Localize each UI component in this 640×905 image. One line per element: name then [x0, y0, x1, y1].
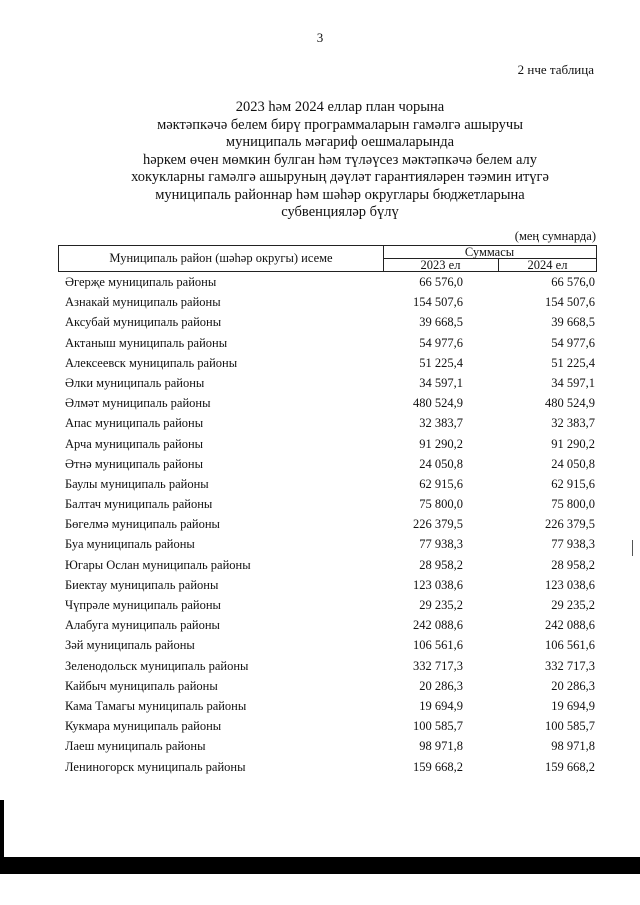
title-line: субвенцияләр бүлү	[281, 204, 399, 220]
district-name: Кайбыч муниципаль районы	[65, 678, 218, 693]
value-2024: 29 235,2	[551, 598, 595, 612]
value-2023: 106 561,6	[413, 638, 463, 653]
district-name: Буа муниципаль районы	[65, 537, 195, 552]
table-row	[0, 477, 640, 497]
value-2023: 62 915,6	[419, 476, 463, 491]
table-row	[0, 295, 640, 315]
title-line: һәркем өчен мөмкин булган һәм түләүсез мәктәпкәчә белем алу	[143, 151, 537, 168]
scan-mark	[632, 540, 633, 556]
district-name: Алексеевск муниципаль районы	[65, 355, 238, 370]
header-year-2023: 2023 ел	[383, 259, 499, 271]
value-2024: 75 800,0	[551, 497, 595, 512]
table-row	[0, 517, 640, 537]
value-2023: 66 576,0	[419, 275, 463, 289]
district-name: Балтач муниципаль районы	[65, 497, 213, 512]
value-2023: 226 379,5	[413, 517, 463, 532]
table-row	[0, 638, 640, 658]
table-body	[0, 275, 640, 780]
table-row	[0, 396, 640, 416]
value-2024: 19 694,9	[551, 698, 595, 713]
value-2024: 98 971,8	[551, 739, 595, 754]
value-2024: 159 668,2	[545, 759, 595, 774]
value-2024: 20 286,3	[551, 678, 595, 693]
value-2024: 226 379,5	[545, 517, 595, 532]
value-2024: 32 383,7	[551, 416, 595, 431]
district-name: Югары Ослан муниципаль районы	[65, 557, 251, 572]
value-2024: 242 088,6	[545, 618, 595, 633]
district-name: Апас муниципаль районы	[65, 416, 204, 431]
district-name: Зәй муниципаль районы	[65, 638, 195, 653]
value-2023: 159 668,2	[413, 759, 463, 774]
table-header	[58, 245, 597, 272]
value-2024: 39 668,5	[551, 315, 595, 330]
title-line: муниципаль районнар һәм шәһәр округлары бюджетларына	[155, 186, 525, 203]
table-row	[0, 537, 640, 557]
value-2024: 54 977,6	[551, 335, 595, 350]
value-2023: 51 225,4	[419, 355, 463, 370]
scan-bottom-bar	[0, 857, 640, 874]
value-2023: 54 977,6	[419, 335, 463, 350]
value-2023: 77 938,3	[419, 537, 463, 552]
value-2024: 154 507,6	[545, 295, 595, 310]
value-2024: 28 958,2	[551, 557, 595, 572]
district-name: Әлмәт муниципаль районы	[65, 396, 211, 411]
district-name: Актаныш муниципаль районы	[65, 335, 228, 350]
value-2023: 39 668,5	[419, 315, 463, 330]
value-2024: 123 038,6	[545, 577, 595, 592]
value-2023: 123 038,6	[413, 577, 463, 592]
district-name: Кукмара муниципаль районы	[65, 719, 222, 734]
header-name: Муниципаль район (шәһәр округы) исеме	[59, 246, 384, 271]
district-name: Биектау муниципаль районы	[65, 577, 219, 592]
units-note: (мең сумнарда)	[514, 229, 596, 243]
value-2023: 24 050,8	[419, 456, 463, 471]
table-row	[0, 558, 640, 578]
title-line: 2023 һәм 2024 еллар план чорына	[235, 99, 445, 115]
district-name: Чүпрәле муниципаль районы	[65, 598, 221, 612]
value-2023: 480 524,9	[413, 396, 463, 411]
value-2024: 100 585,7	[545, 719, 595, 734]
value-2023: 332 717,3	[413, 658, 463, 673]
district-name: Баулы муниципаль районы	[65, 476, 209, 491]
table-row	[0, 679, 640, 699]
value-2024: 332 717,3	[545, 658, 595, 673]
table-row	[0, 598, 640, 618]
table-row	[0, 416, 640, 436]
value-2023: 100 585,7	[413, 719, 463, 734]
title-line: хокукларны гамәлгә ашыруның дәүләт гарантияләрен тәэмин итүгә	[131, 169, 549, 185]
table-row	[0, 699, 640, 719]
table-row	[0, 376, 640, 396]
district-name: Алабуга муниципаль районы	[65, 618, 220, 633]
title-line: муниципаль мәгариф оешмаларында	[225, 134, 455, 150]
table-row	[0, 659, 640, 679]
district-name: Әтнә муниципаль районы	[65, 456, 204, 471]
table-row	[0, 578, 640, 598]
table-row	[0, 275, 640, 295]
value-2024: 66 576,0	[551, 275, 595, 289]
table-row	[0, 739, 640, 759]
value-2024: 91 290,2	[551, 436, 595, 451]
page-number: 3	[316, 30, 324, 45]
table-row	[0, 760, 640, 780]
district-name: Әлки муниципаль районы	[65, 375, 205, 390]
district-name: Әгерҗе муниципаль районы	[65, 275, 217, 289]
district-name: Лаеш муниципаль районы	[65, 739, 206, 754]
title-line: мәктәпкәчә белем бирү программаларын гамәлгә ашыручы	[157, 116, 523, 133]
table-row	[0, 336, 640, 356]
table-row	[0, 618, 640, 638]
district-name: Азнакай муниципаль районы	[65, 295, 221, 310]
value-2023: 28 958,2	[419, 557, 463, 572]
value-2024: 77 938,3	[551, 537, 595, 552]
value-2023: 34 597,1	[419, 375, 463, 390]
district-name: Аксубай муниципаль районы	[65, 315, 222, 330]
table-row	[0, 356, 640, 376]
table-row	[0, 719, 640, 739]
value-2024: 480 524,9	[545, 396, 595, 411]
district-name: Кама Тамагы муниципаль районы	[65, 698, 247, 713]
value-2024: 34 597,1	[551, 375, 595, 390]
value-2023: 19 694,9	[419, 698, 463, 713]
value-2024: 62 915,6	[551, 476, 595, 491]
district-name: Арча муниципаль районы	[65, 436, 204, 451]
value-2023: 20 286,3	[419, 678, 463, 693]
value-2023: 32 383,7	[419, 416, 463, 431]
district-name: Зеленодольск муниципаль районы	[65, 658, 249, 673]
value-2024: 51 225,4	[551, 355, 595, 370]
table-label: 2 нче таблица	[517, 62, 594, 77]
table-row	[0, 315, 640, 335]
district-name: Бөгелмә муниципаль районы	[65, 517, 220, 532]
document-title	[40, 99, 640, 222]
value-2024: 106 561,6	[545, 638, 595, 653]
district-name: Лениногорск муниципаль районы	[65, 759, 246, 774]
value-2023: 98 971,8	[419, 739, 463, 754]
value-2023: 154 507,6	[413, 295, 463, 310]
value-2023: 91 290,2	[419, 436, 463, 451]
header-year-2024: 2024 ел	[527, 258, 568, 272]
table-row	[0, 437, 640, 457]
value-2023: 75 800,0	[419, 497, 463, 512]
value-2023: 29 235,2	[419, 598, 463, 612]
value-2023: 242 088,6	[413, 618, 463, 633]
table-row	[0, 497, 640, 517]
table-row	[0, 457, 640, 477]
header-sums: Суммасы	[383, 246, 596, 259]
value-2024: 24 050,8	[551, 456, 595, 471]
